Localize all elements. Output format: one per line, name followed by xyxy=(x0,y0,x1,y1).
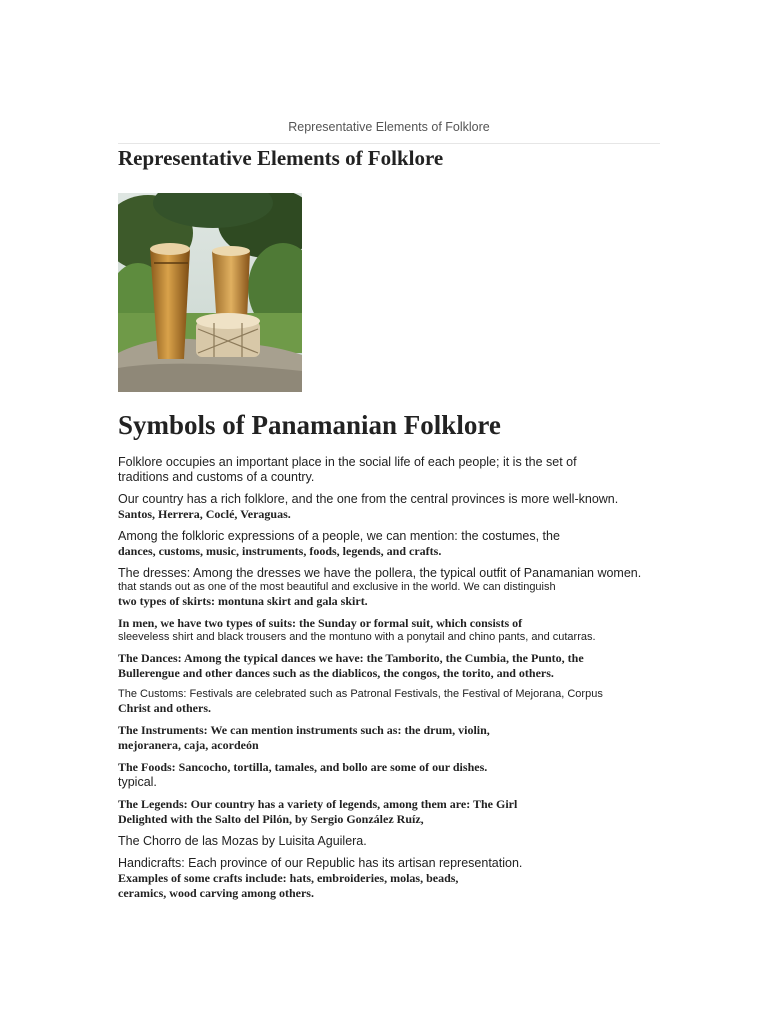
paragraph xyxy=(118,492,678,522)
paragraph-line: In men, we have two types of suits: the Sunday or formal suit, which consists of xyxy=(118,616,523,630)
paragraph-line: Christ and others. xyxy=(118,701,212,715)
header-divider xyxy=(118,143,660,144)
paragraph-line: The Customs: Festivals are celebrated such as Patronal Festivals, the Festival of Mejorana, Corpus xyxy=(118,688,603,700)
paragraph-line: two types of skirts: montuna skirt and gala skirt. xyxy=(118,594,368,608)
page-header-caption: Representative Elements of Folklore xyxy=(288,120,490,134)
paragraph-line: The Dances: Among the typical dances we have: the Tamborito, the Cumbia, the Punto, the xyxy=(118,651,584,665)
paragraph xyxy=(118,651,678,681)
paragraph-line: traditions and customs of a country. xyxy=(118,470,315,484)
paragraph xyxy=(118,529,678,559)
paragraph-line: Delighted with the Salto del Pilón, by Sergio González Ruíz, xyxy=(118,812,424,826)
paragraph-line: Examples of some crafts include: hats, embroideries, molas, beads, xyxy=(118,871,459,885)
paragraph-line: that stands out as one of the most beautiful and exclusive in the world. We can distinguish xyxy=(118,581,556,593)
paragraph-line: Bullerengue and other dances such as the diablicos, the congos, the torito, and others. xyxy=(118,666,554,680)
paragraph xyxy=(118,797,678,827)
paragraph xyxy=(118,834,678,849)
paragraph-line: Folklore occupies an important place in the social life of each people; it is the set of xyxy=(118,455,577,469)
paragraph-line: The Instruments: We can mention instruments such as: the drum, violin, xyxy=(118,723,490,737)
paragraph xyxy=(118,723,678,753)
paragraph xyxy=(118,760,678,790)
paragraph xyxy=(118,688,678,716)
paragraph-line: typical. xyxy=(118,775,157,789)
paragraph-line: Our country has a rich folklore, and the one from the central provinces is more well-known. xyxy=(118,492,619,506)
paragraph-line: dances, customs, music, instruments, foods, legends, and crafts. xyxy=(118,544,442,558)
document-body xyxy=(118,455,678,908)
paragraph xyxy=(118,856,678,901)
document-title: Representative Elements of Folklore xyxy=(118,146,444,170)
paragraph-line: sleeveless shirt and black trousers and the montuno with a ponytail and chino pants, and cutarras. xyxy=(118,631,596,643)
section-title: Symbols of Panamanian Folklore xyxy=(118,410,501,440)
paragraph xyxy=(118,566,678,609)
paragraph-line: The Foods: Sancocho, tortilla, tamales, and bollo are some of our dishes. xyxy=(118,760,488,774)
paragraph-line: ceramics, wood carving among others. xyxy=(118,886,314,900)
paragraph-line: mejoranera, caja, acordeón xyxy=(118,738,259,752)
paragraph-line: Santos, Herrera, Coclé, Veraguas. xyxy=(118,507,291,521)
paragraph-line: The Chorro de las Mozas by Luisita Aguilera. xyxy=(118,834,367,848)
folklore-drums-photo xyxy=(118,193,302,392)
paragraph xyxy=(118,455,678,485)
paragraph-line: Among the folkloric expressions of a people, we can mention: the costumes, the xyxy=(118,529,560,543)
paragraph-line: The dresses: Among the dresses we have the pollera, the typical outfit of Panamanian women. xyxy=(118,566,642,580)
paragraph-line: Handicrafts: Each province of our Republic has its artisan representation. xyxy=(118,856,523,870)
paragraph xyxy=(118,616,678,644)
paragraph-line: The Legends: Our country has a variety of legends, among them are: The Girl xyxy=(118,797,518,811)
